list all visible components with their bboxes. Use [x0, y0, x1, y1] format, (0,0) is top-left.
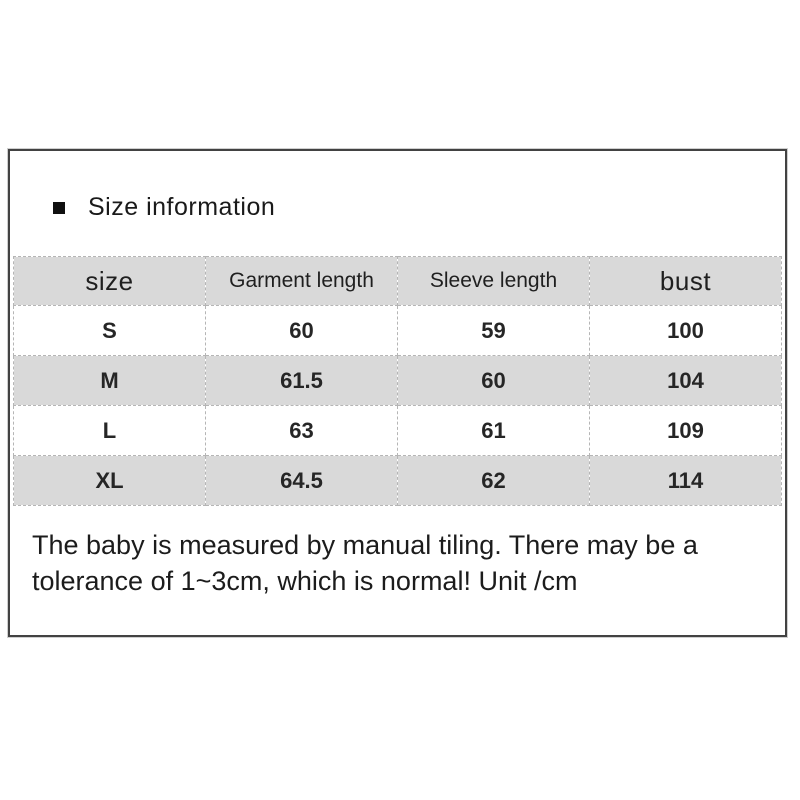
column-header-bust: bust	[590, 257, 782, 306]
cell-bust-xl: 114	[590, 456, 782, 506]
section-title-text: Size information	[88, 193, 276, 221]
content-frame	[8, 149, 787, 637]
cell-sleeve-m: 60	[398, 356, 590, 406]
cell-bust-m: 104	[590, 356, 782, 406]
cell-garment-xl: 64.5	[206, 456, 398, 506]
section-title	[53, 193, 275, 222]
column-header-garment-length: Garment length	[206, 257, 398, 306]
measurement-note	[32, 527, 752, 599]
cell-garment-m: 61.5	[206, 356, 398, 406]
cell-size-m: M	[14, 356, 206, 406]
table-row	[14, 406, 782, 456]
measurement-note-line2: tolerance of 1~3cm, which is normal! Unit /cm	[32, 566, 578, 596]
square-bullet-icon	[53, 202, 65, 214]
column-header-size: size	[14, 257, 206, 306]
table-row	[14, 456, 782, 506]
size-table	[13, 256, 782, 506]
cell-garment-l: 63	[206, 406, 398, 456]
cell-sleeve-s: 59	[398, 306, 590, 356]
measurement-note-line1: The baby is measured by manual tiling. There may be a	[32, 530, 698, 560]
cell-size-l: L	[14, 406, 206, 456]
cell-bust-s: 100	[590, 306, 782, 356]
cell-bust-l: 109	[590, 406, 782, 456]
table-row	[14, 356, 782, 406]
cell-sleeve-xl: 62	[398, 456, 590, 506]
cell-size-xl: XL	[14, 456, 206, 506]
cell-size-s: S	[14, 306, 206, 356]
table-row	[14, 306, 782, 356]
column-header-sleeve-length: Sleeve length	[398, 257, 590, 306]
cell-garment-s: 60	[206, 306, 398, 356]
cell-sleeve-l: 61	[398, 406, 590, 456]
table-header-row	[14, 257, 782, 306]
